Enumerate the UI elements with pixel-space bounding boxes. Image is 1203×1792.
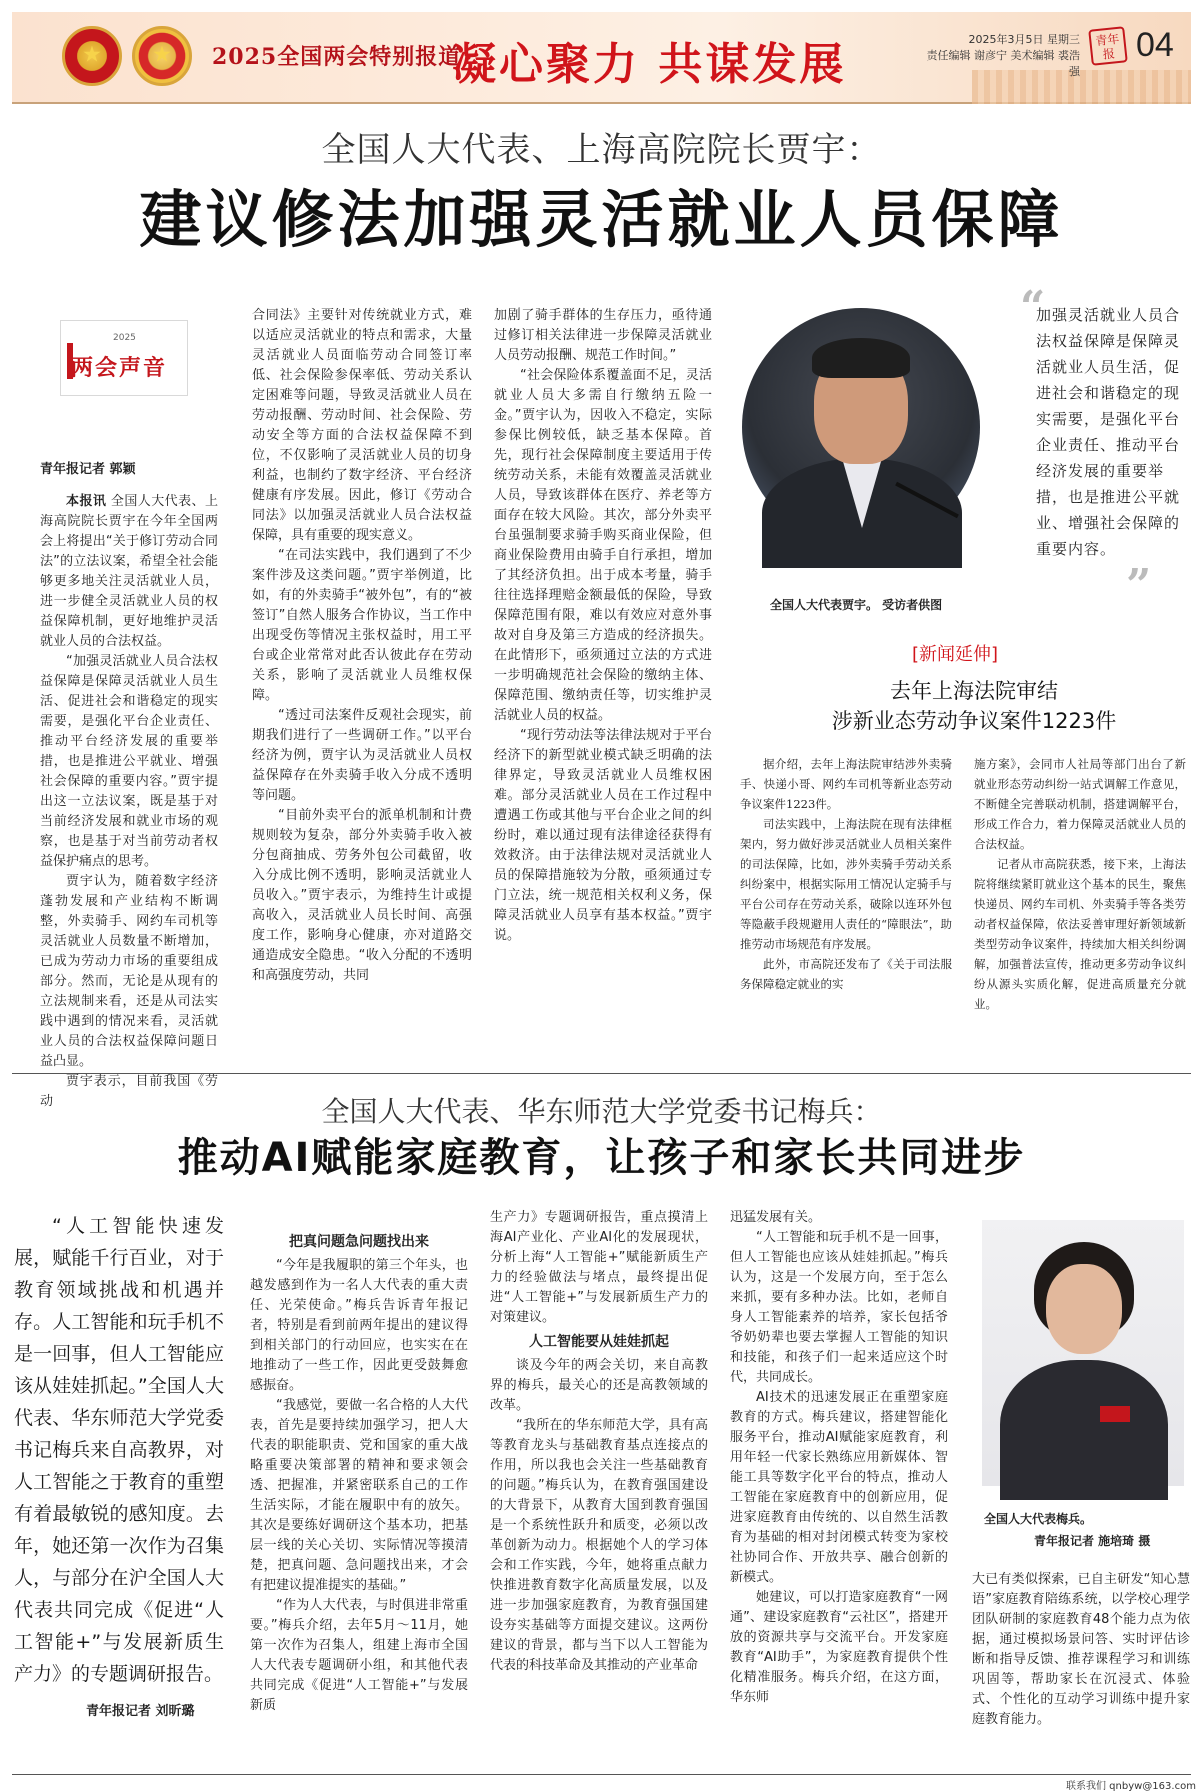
article2-pull-quote	[14, 1210, 224, 1690]
editors-line: 责任编辑 谢彦宁 美术编辑 裘浩强	[926, 49, 1080, 78]
open-quote-icon: “	[1020, 282, 1046, 333]
national-emblem-icon: ★	[62, 26, 122, 86]
paragraph	[494, 306, 712, 366]
article1-byline: 青年报记者 郭颖	[40, 462, 136, 477]
footer-rule	[12, 1774, 1191, 1775]
paragraph	[730, 1228, 948, 1388]
paragraph	[252, 306, 472, 546]
paragraph-text: “人工智能和玩手机不是一回事，但人工智能也应该从娃娃抓起。”梅兵认为，这是一个发展方向，至于怎么来抓，要有多种办法。比如，老师自身人工智能素养的培养，家长包括爷爷奶奶辈也要去掌握人工智能的知识和技能，和孩子们一起来适应这个时代，共同成长。	[730, 1230, 948, 1385]
section-subhead: 把真问题急问题找出来	[289, 1234, 429, 1250]
paragraph-text: “在司法实践中，我们遇到了不少案件涉及这类问题。”贾宇举例道，比如，有的外卖骑手“被外包”，有的“被签订”自然人服务合作协议，当工作中出现受伤等情况主张权益时，用工平台或企业常常对此否认彼此存在劳动关系，影响了灵活就业人员维权保障。	[252, 548, 472, 703]
column-logo-year: 2025	[113, 333, 136, 343]
article2-column-1	[250, 1228, 468, 1768]
paragraph-text: “加强灵活就业人员合法权益保障是保障灵活就业人员生活、促进社会和谐稳定的现实需要，是强化平台企业责任、推动平台经济发展的重要举措，也是推进公平就业、增强社会保障的重要内容。”贾宇提出这一立法议案，既是基于对当前经济发展和就业市场的观察，也是基于对当前劳动者权益保护痛点的思考。	[40, 654, 218, 869]
article2-byline: 青年报记者 刘昕璐	[86, 1704, 195, 1719]
paragraph	[252, 806, 472, 986]
paragraph-text: “现行劳动法等法律法规对于平台经济下的新型就业模式缺乏明确的法律界定，导致灵活就业人员维权困难。部分灵活就业人员在工作过程中遭遇工伤或其他与平台企业之间的纠纷时，难以通过现有法律途径获得有效救济。由于法律法规对灵活就业人员的保障措施较为分散，亟须通过专门立法，统一规范相关权利义务，保障灵活就业人员享有基本权益。”贾宇说。	[494, 728, 712, 943]
paragraph-text: “今年是我履职的第三个年头，也越发感到作为一名人大代表的重大责任、光荣使命。”梅兵告诉青年报记者，特别是看到前两年提出的建议得到相关部门的行动回应，也实实在在地推动了一些工作，因此更受鼓舞愈感振奋。	[250, 1258, 468, 1393]
paragraph-text: AI技术的迅速发展正在重塑家庭教育的方式。梅兵建议，搭建智能化服务平台，推动AI赋能家庭教育，利用年轻一代家长熟练应用新媒体、智能工具等数字化平台的特点，推动人工智能在家庭教育中的创新应用，促进家庭教育由传统的、以自然生活教育为基础的相对封闭模式转变为家校社协同合作、开放共享、融合创新的新模式。	[730, 1390, 948, 1585]
paragraph-text: “作为人大代表，与时俱进非常重要。”梅兵介绍，去年5月～11月，她第一次作为召集人，组建上海市全国人大代表专题调研小组，和其他代表共同完成《促进“人工智能+”与发展新质	[250, 1598, 468, 1713]
article2-column-3	[730, 1208, 948, 1768]
paragraph-text: 合同法》主要针对传统就业方式，难以适应灵活就业的特点和需求，大量灵活就业人员面临劳动合同签订率低、社会保险参保率低、劳动关系认定困难等问题，导致灵活就业人员在劳动报酬、劳动时间、社会保险、劳动安全等方面的合法权益保障不到位，不仅影响了灵活就业人员的切身利益，也制约了数字经济、平台经济健康有序发展。因此，修订《劳动合同法》以加强灵活就业人员合法权益保障，具有重要的现实意义。	[252, 308, 472, 543]
article1-pull-quote: 加强灵活就业人员合法权益保障是保障灵活就业人员生活，促进社会和谐稳定的现实需要，是强化平台企业责任、推动平台经济发展的重要举措，也是推进公平就业、增强社会保障的重要内容。	[1036, 306, 1181, 558]
article1-column-3	[494, 306, 712, 1048]
sidebar-title-line1: 去年上海法院审结	[890, 679, 1058, 703]
page-number: 04	[1136, 26, 1174, 64]
news-extension-tag: [新闻延伸]	[912, 644, 999, 665]
paragraph-text: 她建议，可以打造家庭教育“一网通”、建设家庭教育“云社区”，搭建开放的资源共享与交流平台。开发家庭教育“AI助手”，为家庭教育提供个性化精准服务。梅兵介绍，在这方面，华东师	[730, 1590, 948, 1705]
masthead-info	[920, 32, 1080, 80]
paragraph	[974, 854, 1186, 1014]
newspaper-seal-logo: 青年报	[1088, 26, 1128, 66]
sidebar-column-2	[974, 754, 1186, 1050]
paragraph	[740, 814, 952, 954]
close-quote-icon: ”	[1126, 560, 1152, 611]
paragraph-text: “我感觉，要做一名合格的人大代表，首先是要持续加强学习，把人大代表的职能职责、党和国家的重大战略重要决策部署的精神和要求领会透、把握准，并紧密联系自己的工作生活实际，才能在履职中有的放矢。其次是要练好调研这个基本功，把基层一线的关心关切、实际情况等摸清楚，把真问题、急问题找出来，才会有把建议提准提实的基础。”	[250, 1398, 468, 1593]
masthead	[12, 12, 1191, 104]
paragraph	[974, 754, 1186, 854]
paragraph	[490, 1208, 708, 1328]
photo-body	[1000, 1360, 1168, 1500]
paragraph	[40, 652, 218, 872]
slogan: 凝心聚力 共谋发展	[452, 39, 847, 90]
paragraph	[730, 1388, 948, 1588]
cppcc-emblem-icon: ★	[132, 26, 192, 86]
mei-bing-photo	[982, 1220, 1184, 1486]
special-report-label: 2025全国两会特别报道	[212, 44, 462, 70]
paragraph	[252, 546, 472, 706]
paragraph	[490, 1416, 708, 1676]
article1-kicker: 全国人大代表、上海高院院长贾宇：	[321, 130, 882, 170]
paragraph	[972, 1570, 1190, 1730]
paragraph	[40, 492, 218, 652]
delegate-badge-icon	[1100, 1406, 1130, 1422]
paragraph-text: 据介绍，去年上海法院审结涉外卖骑手、快递小哥、网约车司机等新业态劳动争议案件1223件。	[740, 757, 952, 811]
paragraph-text: 大已有类似探索，已自主研发“知心慧语”家庭教育陪练系统，以学校心理学团队研制的家庭教育48个能力点为依据，通过模拟场景问答、实时评估诊断和指导反馈、推荐课程学习和训练巩固等，帮助家长在沉浸式、体验式、个性化的互动学习训练中提升家庭教育能力。	[972, 1572, 1190, 1727]
paragraph-text: 贾宇认为，随着数字经济蓬勃发展和产业结构不断调整，外卖骑手、网约车司机等灵活就业人员数量不断增加，已成为劳动力市场的重要组成部分。然而，无论是从现有的立法规制来看，还是从司法实践中遇到的情况来看，灵活就业人员的合法权益保障问题日益凸显。	[40, 874, 218, 1069]
article1-column-1	[40, 492, 218, 1109]
paragraph-text: “透过司法案件反观社会现实，前期我们进行了一些调研工作。”以平台经济为例，贾宇认为灵活就业人员权益保障存在外卖骑手收入分成不透明等问题。	[252, 708, 472, 803]
paragraph	[250, 1396, 468, 1596]
article2-column-2	[490, 1208, 708, 1768]
paragraph-text: 司法实践中，上海法院在现有法律框架内，努力做好涉灵活就业人员相关案件的司法保障，比如，涉外卖骑手劳动关系纠纷案中，根据实际用工情况认定骑手与平台公司存在劳动关系，破除以连环外包等隐蔽手段规避用人责任的“障眼法”，助推劳动市场规范有序发展。	[740, 817, 952, 951]
paragraph-text: “我所在的华东师范大学，具有高等教育龙头与基础教育基点连接点的作用，所以我也会关注一些基础教育的问题。”梅兵认为，在教育强国建设的大背景下，从教育大国到教育强国是一个系统性跃升和质变，必须以改革创新为动力。根据她个人的学习体会和工作实践，今年，她将重点献力快推进教育数字化高质量发展，以及进一步加强家庭教育，为教育强国建设夯实基础等方面提交建议。这两份建议的背景，都与当下以人工智能为代表的科技革命及其推动的产业革命	[490, 1418, 708, 1673]
paragraph-text: 记者从市高院获悉，接下来，上海法院将继续紧盯就业这个基本的民生，聚焦快递员、网约车司机、外卖骑手等各类劳动者权益保障，依法妥善审理好新领域新类型劳动争议案件，持续加大相关纠纷调解，加强普法宣传，推动更多劳动争议纠纷从源头实质化解，促进高质量充分就业。	[974, 857, 1186, 1011]
sidebar-column-1	[740, 754, 952, 1050]
paragraph	[490, 1356, 708, 1416]
article2-column-4	[972, 1570, 1190, 1770]
paragraph	[252, 706, 472, 806]
article2-pull-quote-text: “人工智能快速发展，赋能千行百业，对于教育领域挑战和机遇并存。人工智能和玩手机不是一回事，但人工智能应该从娃娃抓起。”全国人大代表、华东师范大学党委书记梅兵来自高教界，对人工智能之于教育的重塑有着最敏锐的感知度。去年，她还第一次作为召集人，与部分在沪全国人大代表共同完成《促进“人工智能+”与发展新质生产力》的专题调研报告。	[14, 1215, 224, 1685]
article2-kicker: 全国人大代表、华东师范大学党委书记梅兵：	[321, 1095, 882, 1128]
column-logo-name: 两会声音	[71, 355, 168, 381]
paragraph-text: 贾宇表示，目前我国《劳动	[40, 1074, 218, 1109]
paragraph	[730, 1208, 948, 1228]
paragraph	[740, 754, 952, 814]
paragraph	[250, 1256, 468, 1396]
paragraph	[40, 872, 218, 1072]
footer-contact: 联系我们 qnbyw@163.com	[1066, 1781, 1196, 1792]
date-line: 2025年3月5日 星期三	[968, 33, 1080, 46]
paragraph-text: 施方案》，会同市人社局等部门出台了新就业形态劳动纠纷一站式调解工作意见，不断健全完善联动机制，搭建调解平台，形成工作合力，着力保障灵活就业人员的合法权益。	[974, 757, 1186, 851]
paragraph	[250, 1596, 468, 1716]
paragraph-text: 谈及今年的两会关切，来自高教界的梅兵，最关心的还是高教领域的改革。	[490, 1358, 708, 1413]
paragraph-text: “目前外卖平台的派单机制和计费规则较为复杂，部分外卖骑手收入被分包商抽成、劳务外包公司截留，收入分成比例不透明，影响灵活就业人员收入。”贾宇表示，为维持生计或提高收入，灵活就业人员长时间、高强度工作，影响身心健康，亦对道路交通造成安全隐患。“收入分配的不透明和高强度劳动，共同	[252, 808, 472, 983]
sidebar-title-line2: 涉新业态劳动争议案件1223件	[831, 709, 1117, 733]
paragraph-text: “社会保险体系覆盖面不足，灵活就业人员大多需自行缴纳五险一金。”贾宇认为，因收入不稳定，实际参保比例较低，缺乏基本保障。首先，现行社会保障制度主要适用于传统劳动关系，未能有效覆盖灵活就业人员，导致该群体在医疗、养老等方面存在较大风险。其次，部分外卖平台虽强制要求骑手购买商业保险，但商业保险费用由骑手自行承担，增加了其经济负担。出于成本考量，骑手往往选择理赔金额最低的保险，导致保障范围有限，难以有效应对意外事故对自身及第三方造成的经济损失。在此情形下，亟须通过立法的方式进一步明确规范社会保险的缴纳主体、保障范围、缴纳责任等，切实维护灵活就业人员的权益。	[494, 368, 712, 723]
column-logo	[60, 320, 188, 396]
paragraph-text: 全国人大代表、上海高院院长贾宇在今年全国两会上将提出“关于修订劳动合同法”的立法议案，希望全社会能够更多地关注灵活就业人员，进一步健全灵活就业人员的权益保障机制，更好地维护灵活就业人员的合法权益。	[40, 494, 218, 649]
paragraph	[740, 954, 952, 994]
section-subhead: 人工智能要从娃娃抓起	[529, 1334, 669, 1350]
photo-face	[1046, 1264, 1122, 1354]
paragraph-text: 生产力》专题调研报告，重点摸清上海AI产业化、产业AI化的发展现状，分析上海“人工智能+”赋能新质生产力的经验做法与堵点，最终提出促进“人工智能+”与发展新质生产力的对策建议。	[490, 1210, 708, 1325]
article2-photo-credit: 青年报记者 施培琦 摄	[1034, 1534, 1151, 1548]
lead-label: 本报讯	[66, 494, 107, 509]
paragraph-text: 迅猛发展有关。	[730, 1210, 822, 1225]
article2-headline: 推动AI赋能家庭教育，让孩子和家长共同进步	[177, 1135, 1026, 1181]
article1-column-2	[252, 306, 472, 1048]
sidebar-title	[752, 676, 1196, 736]
paragraph-text: 加剧了骑手群体的生存压力，亟待通过修订相关法律进一步保障灵活就业人员劳动报酬、规范工作时间。”	[494, 308, 712, 363]
paragraph	[494, 366, 712, 726]
article1-photo-caption: 全国人大代表贾宇。 受访者供图	[770, 598, 943, 612]
article2-photo-caption: 全国人大代表梅兵。	[984, 1512, 1093, 1526]
article1-headline: 建议修法加强灵活就业人员保障	[139, 183, 1064, 256]
photo-hair	[812, 338, 910, 378]
jia-yu-photo	[742, 308, 980, 546]
section-divider	[12, 1073, 1191, 1074]
paragraph	[494, 726, 712, 946]
paragraph-text: 此外，市高院还发布了《关于司法服务保障稳定就业的实	[740, 957, 952, 991]
paragraph	[730, 1588, 948, 1708]
